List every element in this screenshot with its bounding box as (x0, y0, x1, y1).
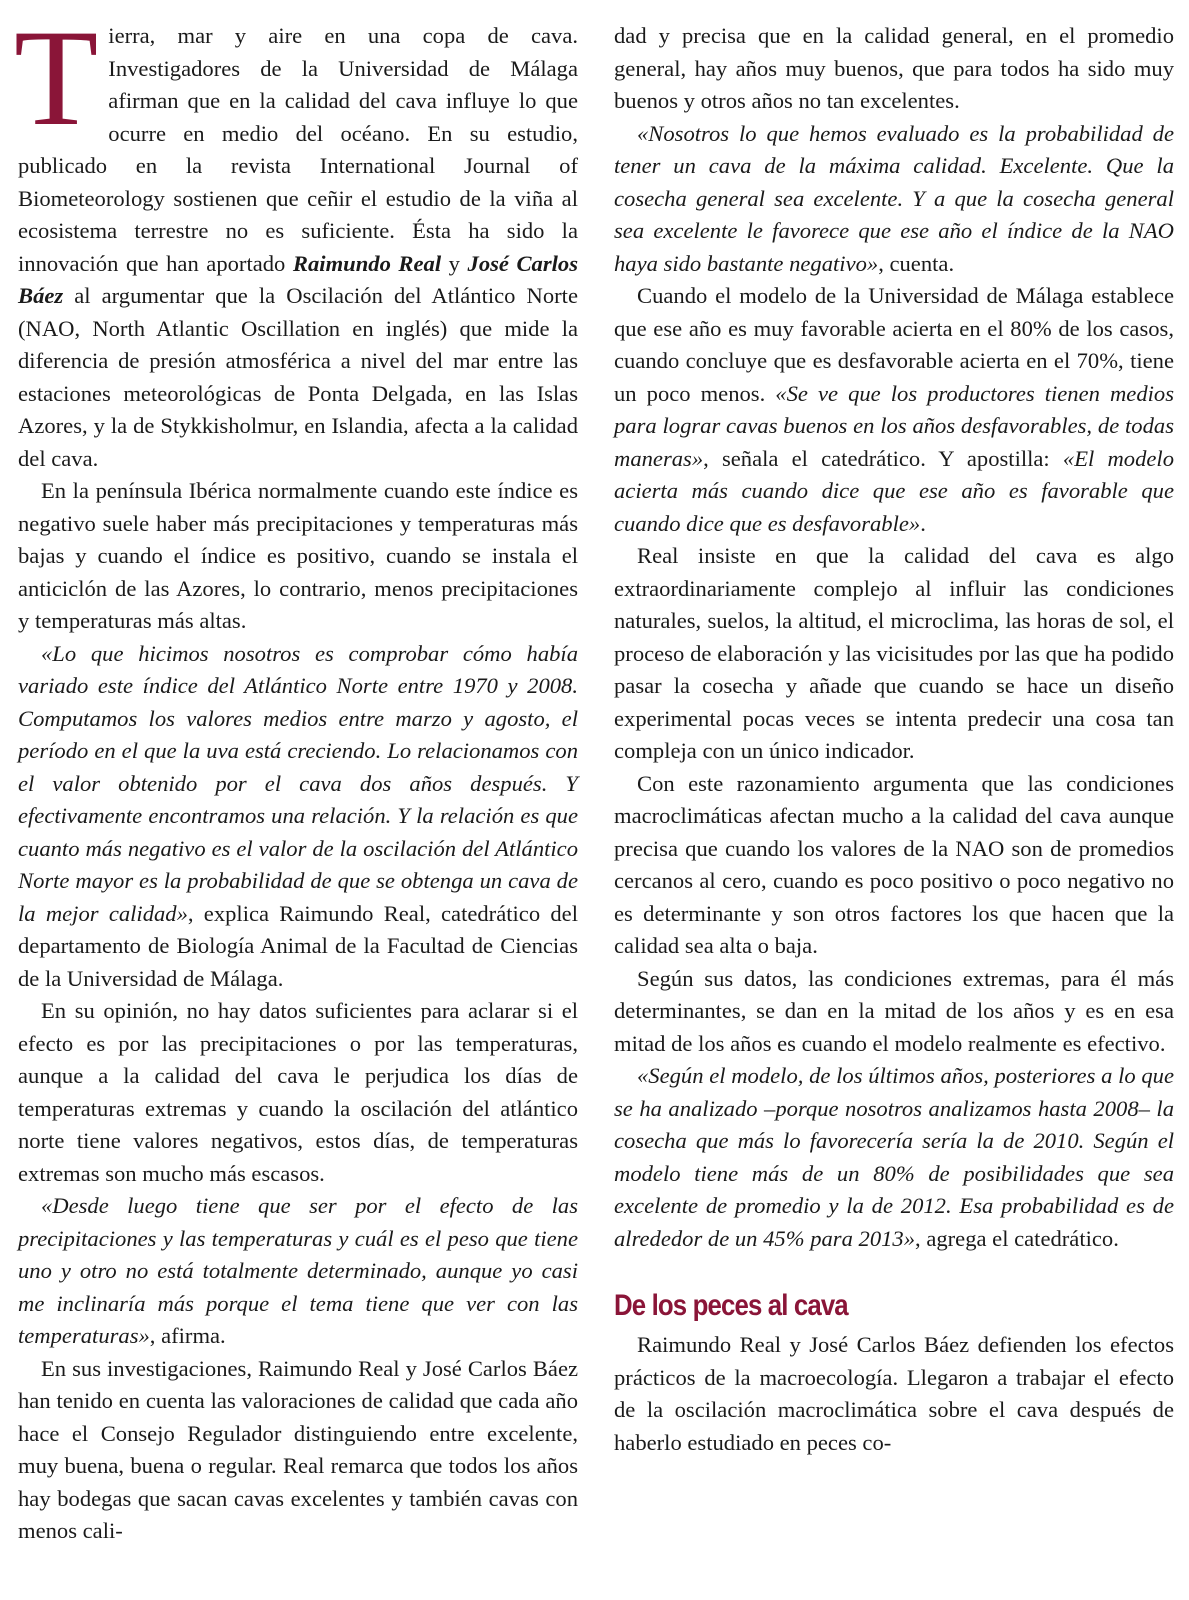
quote-paragraph: «Según el modelo, de los últimos años, posteriores a lo que se ha analizado –porque nosotros analizamos hasta 2008– la cosecha que más lo favorecería sería la de 2010. Según el modelo tiene más de un 80% de posibilidades que sea excelente de promedio y la de 2012. Esa probabilidad es de alrededor de un 45% para 2013», agrega el catedrático. (614, 1063, 1174, 1251)
quote-paragraph: «Desde luego tiene que ser por el efecto de las precipitaciones y las temperaturas y cuál es el peso que tiene uno y otro no está totalmente determinado, aunque yo casi me inclinaría más porque el tema tiene que ver con las temperaturas», afirma. (18, 1193, 578, 1348)
section-heading: De los peces al cava (614, 1289, 848, 1322)
quote-paragraph: «Lo que hicimos nosotros es comprobar cómo había variado este índice del Atlántico Norte entre 1970 y 2008. Computamos los valores medios entre marzo y agosto, el período en el que la uva está creciendo. Lo relacionamos con el valor obtenido por el cava dos años después. Y efectivamente encontramos una relación. Y la relación es que cuanto más negativo es el valor de la oscilación del Atlántico Norte mayor es la probabilidad de que se obtenga un cava de la mejor calidad», explica Raimundo Real, catedrático del departamento de Biología Animal de la Facultad de Ciencias de la Universidad de Málaga. (18, 640, 578, 991)
right-column (614, 20, 1174, 1459)
body-paragraph: Según sus datos, las condiciones extremas, para él más determinantes, se dan en la mitad de los años y es en esa mitad de los años es cuando el modelo realmente es efectivo. (614, 965, 1174, 1056)
body-paragraph: En sus investigaciones, Raimundo Real y José Carlos Báez han tenido en cuenta las valoraciones de calidad que cada año hace el Consejo Regulador distinguiendo entre excelente, muy buena, buena o regular. Real remarca que todos los años hay bodegas que sacan cavas excelentes y también cavas con menos cali- (18, 1355, 578, 1543)
quote-paragraph: «Nosotros lo que hemos evaluado es la probabilidad de tener un cava de la máxima calidad. Excelente. Que la cosecha general sea excelente. Y a que la cosecha general sea excelente le favorece que ese año el índice de la NAO haya sido bastante negativo», cuenta. (614, 120, 1174, 276)
body-paragraph: En la península Ibérica normalmente cuando este índice es negativo suele haber más precipitaciones y temperaturas más bajas y cuando el índice es positivo, cuando se instala el anticiclón de las Azores, lo contrario, menos precipitaciones y temperaturas más altas. (18, 478, 578, 633)
body-paragraph: Raimundo Real y José Carlos Báez defienden los efectos prácticos de la macroecología. Llegaron a trabajar el efecto de la oscilación macroclimática sobre el cava después de haberlo estudiado en peces co- (614, 1332, 1174, 1455)
body-paragraph: En su opinión, no hay datos suficientes para aclarar si el efecto es por las precipitaciones o por las temperaturas, aunque a la calidad del cava le perjudica los días de temperaturas extremas y cuando la oscilación del atlántico norte tiene valores negativos, estos días, de temperaturas extremas son mucho más escasos. (18, 998, 578, 1186)
drop-cap: T (14, 1, 99, 154)
researcher-name-2: José Carlos Báez (18, 250, 579, 308)
continued-paragraph: dad y precisa que en la calidad general, en el promedio general, hay años muy buenos, que para todos ha sido muy buenos y otros años no tan excelentes. (614, 23, 1174, 113)
body-paragraph: Cuando el modelo de la Universidad de Málaga establece que ese año es muy favorable acierta en el 80% de los casos, cuando concluye que es desfavorable acierta en el 70%, tiene un poco menos. «Se ve que los productores tienen medios para lograr cavas buenos en los años desfavorables, de todas maneras», señala el catedrático. Y apostilla: «El modelo acierta más cuando dice que ese año es favorable que cuando dice que es desfavorable». (614, 283, 1174, 536)
intro-paragraph: Tierra, mar y aire en una copa de cava. Investigadores de la Universidad de Málaga afirman que en la calidad del cava influye lo que ocurre en medio del océano. En su estudio, publicado en la revista International Journal of Biometeorology sostienen que ceñir el estudio de la viña al ecosistema terrestre no es suficiente. Ésta ha sido la innovación que han aportado Raimundo Real y José Carlos Báez al argumentar que la Oscilación del Atlántico Norte (NAO, North Atlantic Oscillation en inglés) que mide la diferencia de presión atmosférica a nivel del mar entre las estaciones meteorológicas de Ponta Delgada, en las Islas Azores, y la de Stykkisholmur, en Islandia, afecta a la calidad del cava. (14, 1, 579, 471)
researcher-name-1: Raimundo Real (292, 250, 442, 276)
left-column (14, 1, 579, 1548)
body-paragraph: Real insiste en que la calidad del cava es algo extraordinariamente complejo al influir las condiciones naturales, suelos, la altitud, el microclima, las horas de sol, el proceso de elaboración y las vicisitudes por las que ha podido pasar la cosecha y añade que cuando se hace un diseño experimental pocas veces se intenta predecir una cosa tan compleja con un único indicador. (614, 543, 1174, 763)
body-paragraph: Con este razonamiento argumenta que las condiciones macroclimáticas afectan mucho a la calidad del cava aunque precisa que cuando los valores de la NAO son de promedios cercanos al cero, cuando es poco positivo o poco negativo no es determinante y son otros factores los que hacen que la calidad sea alta o baja. (614, 770, 1174, 958)
